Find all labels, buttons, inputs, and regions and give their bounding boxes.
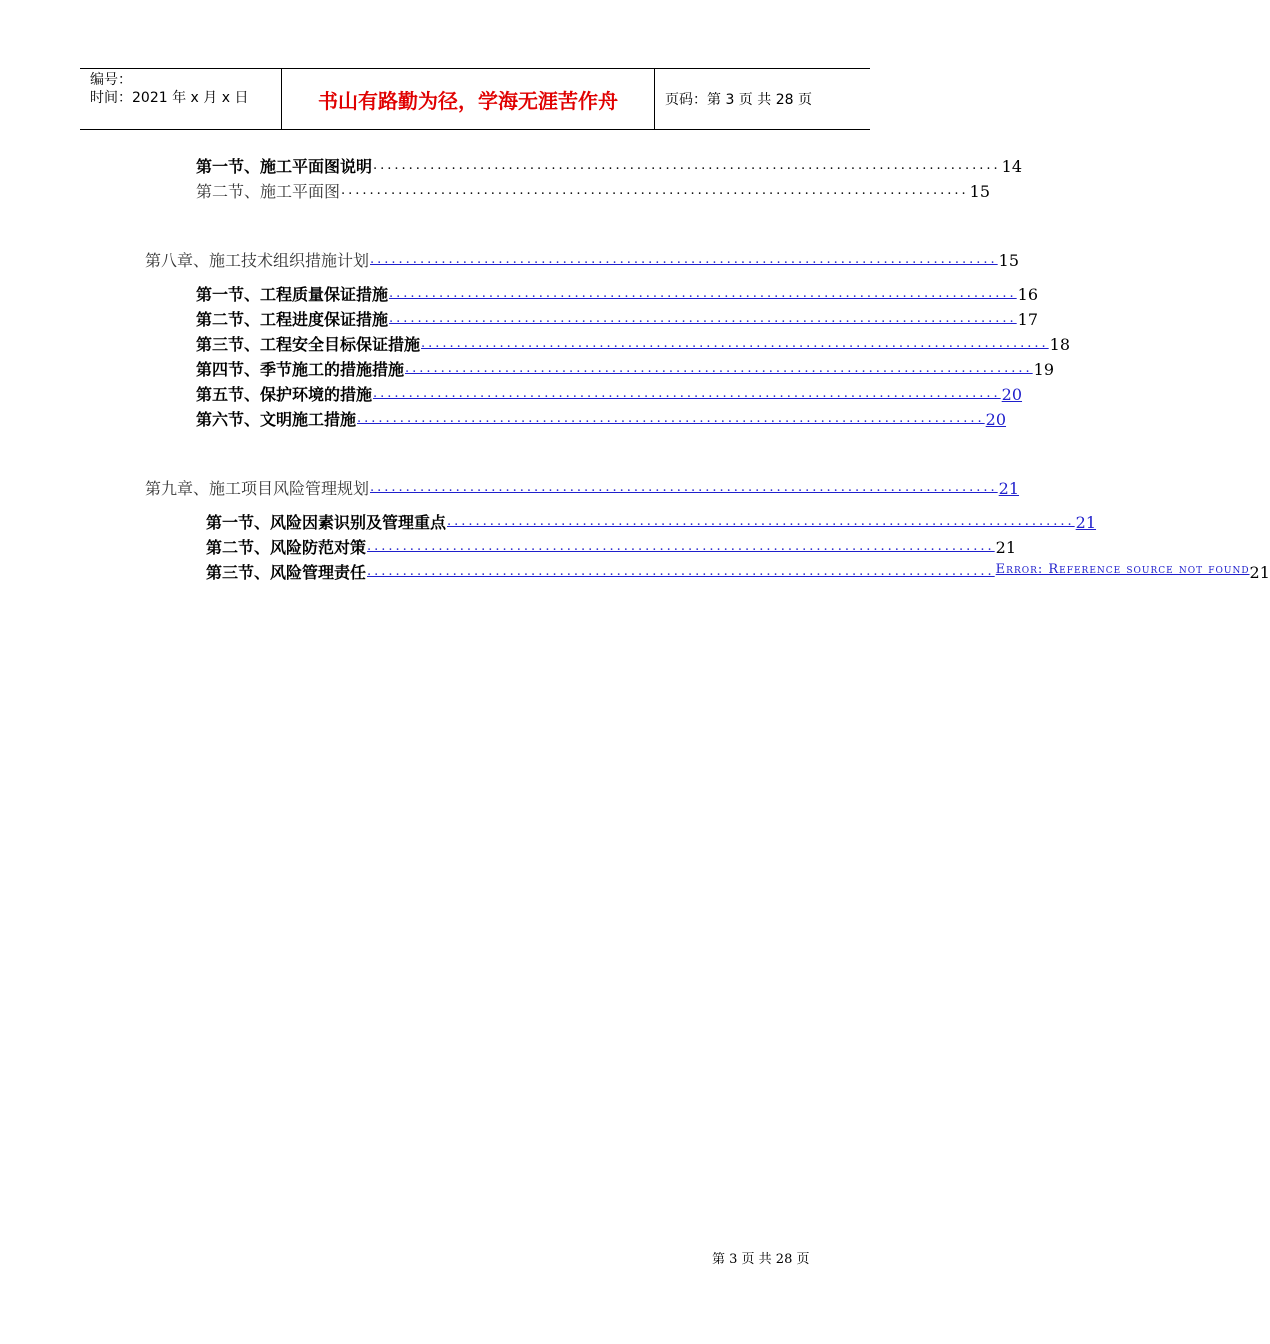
toc-page: 14: [1001, 157, 1023, 176]
toc-entry[interactable]: [145, 478, 1020, 500]
toc-leader: ........................................................................................: [370, 480, 998, 495]
toc-page: 18: [1049, 335, 1071, 354]
toc-leader: ........................................................................................: [447, 514, 1075, 529]
page-header: [80, 68, 870, 130]
toc-label: 第八章、施工技术组织措施计划: [145, 251, 370, 270]
number-label: 编号：: [90, 72, 132, 88]
toc-leader: ........................................................................................: [389, 311, 1017, 326]
toc-entry[interactable]: [196, 334, 1071, 356]
toc-entry[interactable]: [196, 359, 1055, 381]
toc-leader: ........................................................................................: [341, 183, 969, 198]
toc-page: 15: [998, 251, 1020, 270]
toc-page: 19: [1033, 360, 1055, 379]
toc-page: 16: [1017, 285, 1039, 304]
toc-page: 21: [1075, 513, 1097, 532]
toc-leader: ........................................................................................: [370, 252, 998, 267]
toc-page: 20: [985, 410, 1007, 429]
toc-page: 21: [995, 538, 1017, 557]
toc-entry[interactable]: [196, 181, 991, 203]
toc-entry[interactable]: [196, 156, 1023, 178]
toc-label: 第九章、施工项目风险管理规划: [145, 479, 370, 498]
toc-label: 第四节、季节施工的措施措施: [196, 360, 405, 379]
toc-leader: ........................................................................................: [405, 361, 1033, 376]
toc-entry[interactable]: [196, 409, 1007, 431]
toc-page: 15: [969, 182, 991, 201]
toc-label: 第三节、风险管理责任: [206, 563, 367, 582]
toc-page: 21: [1249, 563, 1270, 582]
toc-entry[interactable]: [206, 537, 1017, 559]
toc-label: 第二节、风险防范对策: [206, 538, 367, 557]
header-meta: [80, 69, 282, 129]
toc-entry[interactable]: [196, 309, 1039, 331]
toc-label: 第一节、风险因素识别及管理重点: [206, 513, 447, 532]
toc-label: 第一节、施工平面图说明: [196, 157, 373, 176]
toc-page: 20: [1001, 385, 1023, 404]
toc-leader: ........................................................................................: [389, 286, 1017, 301]
footer-page-number: 第 3 页 共 28 页: [712, 1252, 810, 1267]
toc-page: 17: [1017, 310, 1039, 329]
toc-leader: ........................................................................................: [367, 564, 995, 579]
toc-label: 第五节、保护环境的措施: [196, 385, 373, 404]
toc-entry[interactable]: [196, 284, 1039, 306]
toc-label: 第二节、施工平面图: [196, 182, 341, 201]
toc-leader: ........................................................................................: [373, 158, 1001, 173]
toc-leader: ........................................................................................: [357, 411, 985, 426]
toc-entry[interactable]: [145, 250, 1020, 272]
toc-leader: ........................................................................................: [367, 539, 995, 554]
toc-label: 第二节、工程进度保证措施: [196, 310, 389, 329]
header-page-info: 页码：第 3 页 共 28 页: [665, 92, 812, 108]
header-motto: 书山有路勤为径，学海无涯苦作舟: [282, 69, 655, 129]
time-label: 时间：2021 年 x 月 x 日: [90, 90, 249, 106]
toc-leader: ........................................................................................: [373, 386, 1001, 401]
toc-label: 第六节、文明施工措施: [196, 410, 357, 429]
toc-label: 第一节、工程质量保证措施: [196, 285, 389, 304]
toc-label: 第三节、工程安全目标保证措施: [196, 335, 421, 354]
toc-entry[interactable]: [206, 562, 1270, 584]
toc-error-reference: Error: Reference source not found: [995, 562, 1250, 577]
toc-entry[interactable]: [206, 512, 1097, 534]
toc-leader: ........................................................................................: [421, 336, 1049, 351]
toc-entry[interactable]: [196, 384, 1023, 406]
toc-page: 21: [998, 479, 1020, 498]
